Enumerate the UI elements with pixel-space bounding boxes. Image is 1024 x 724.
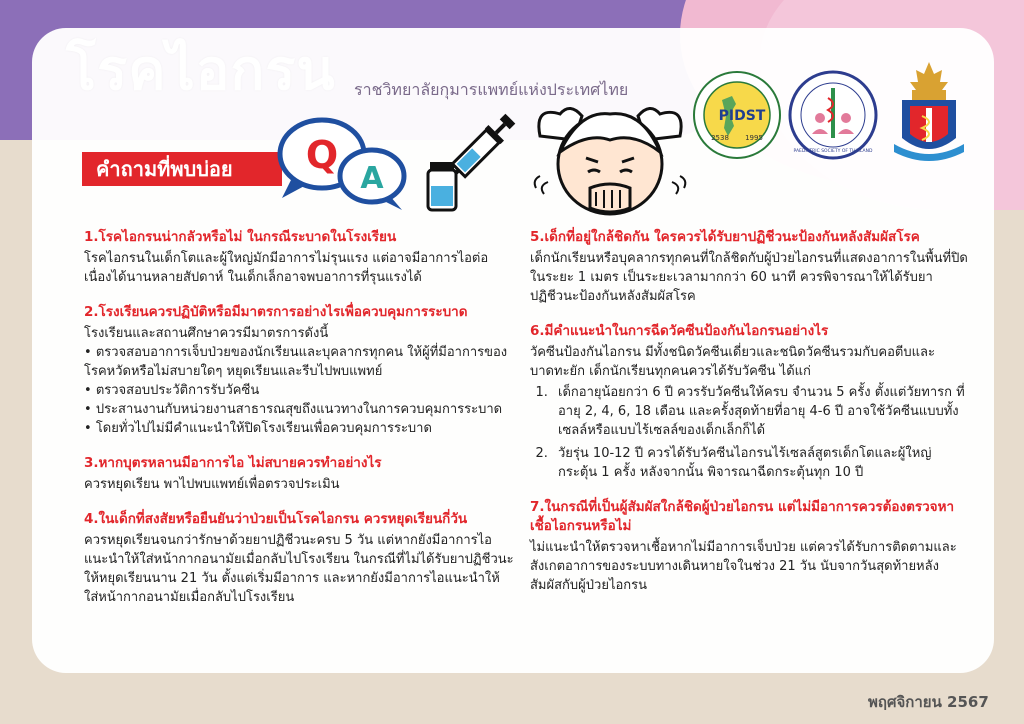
faq-question-6: 6.มีคำแนะนำในการฉีดวัคซีนป้องกันไอกรนอย่างไร xyxy=(530,323,829,339)
faq-answer-4: ควรหยุดเรียนจนกว่ารักษาด้วยยาปฏิชีวนะครบ 5 วัน แต่หากยังมีอาการไอแนะนำให้ใส่หน้ากากอนามัยเมื่อกลับไปโรงเรียน ในกรณีที่ไม่ได้รับยาปฏิชีวนะให้หยุดเรียนนาน 21 วัน ตั้งแต่เริ่มมีอาการ และหากยังมีอาการไอแนะนำให้ใส่หน้ากากอนามัยเมื่อกลับไปโรงเรียน xyxy=(84,533,514,605)
pidst-logo xyxy=(692,70,782,160)
paediatric-society-logo xyxy=(788,70,878,160)
royal-college-emblem xyxy=(884,60,974,170)
faq-section-2 xyxy=(84,303,514,438)
qa-bubbles-icon xyxy=(270,112,415,212)
faq-question-1: 1.โรคไอกรนน่ากลัวหรือไม่ ในกรณีระบาดในโรงเรียน xyxy=(84,229,397,245)
faq-answer-7: ไม่แนะนำให้ตรวจหาเชื้อหากไม่มีอาการเจ็บป่วย แต่ควรได้รับการติดตามและสังเกตอาการของระบบทางเดินหายใจในช่วง 21 วัน นับจากวันสุดท้ายหลังสัมผัสกับผู้ป่วยไอกรน xyxy=(530,540,957,593)
left-column xyxy=(84,228,514,623)
pidst-logo-year-en: 1995 xyxy=(745,134,763,142)
list-item: • ตรวจสอบประวัติการรับวัคซีน xyxy=(84,381,514,400)
syringe-vial-icon xyxy=(420,104,535,214)
page-title: โรคไอกรน xyxy=(66,38,336,103)
faq-question-5: 5.เด็กที่อยู่ใกล้ชิดกัน ใครควรได้รับยาปฏิชีวนะป้องกันหลังสัมผัสโรค xyxy=(530,229,920,245)
list-item: • โดยทั่วไปไม่มีคำแนะนำให้ปิดโรงเรียนเพื่อควบคุมการระบาด xyxy=(84,419,514,438)
coughing-child-icon xyxy=(530,96,690,224)
page-subtitle: ราชวิทยาลัยกุมารแพทย์แห่งประเทศไทย xyxy=(354,80,629,99)
faq-answer-5: เด็กนักเรียนหรือบุคลากรทุกคนที่ใกล้ชิดกับผู้ป่วยไอกรนที่แสดงอาการในพื้นที่ปิด ในระยะ 1 เมตร เป็นระยะเวลามากกว่า 60 นาที ควรพิจารณาให้ได้รับยาปฏิชีวนะป้องกันหลังสัมผัสโรค xyxy=(530,251,968,304)
faq-question-3: 3.หากบุตรหลานมีอาการไอ ไม่สบายควรทำอย่างไร xyxy=(84,455,382,471)
faq-tag: คำถามที่พบบ่อย xyxy=(82,152,282,186)
pidst-logo-year-th: 2538 xyxy=(711,134,729,142)
paediatric-society-logo-text: PAEDIATRIC SOCIETY OF THAILAND xyxy=(793,149,873,154)
faq-answer-2-intro: โรงเรียนและสถานศึกษาควรมีมาตรการดังนี้ xyxy=(84,326,329,341)
faq-question-7: 7.ในกรณีที่เป็นผู้สัมผัสใกล้ชิดผู้ป่วยไอกรน แต่ไม่มีอาการควรต้องตรวจหาเชื้อไอกรนหรือไม่ xyxy=(530,499,955,534)
faq-section-1 xyxy=(84,228,514,287)
logo-group xyxy=(692,60,974,170)
faq-section-3 xyxy=(84,454,514,494)
faq-section-7 xyxy=(530,498,970,595)
faq-question-4: 4.ในเด็กที่สงสัยหรือยืนยันว่าป่วยเป็นโรคไอกรน ควรหยุดเรียนกี่วัน xyxy=(84,511,468,527)
pidst-logo-text: PIDST xyxy=(718,108,766,124)
faq-answer-1: โรคไอกรนในเด็กโตและผู้ใหญ่มักมีอาการไม่รุนแรง แต่อาจมีอาการไอต่อเนื่องได้นานหลายสัปดาห์ ในเด็กเล็กอาจพบอาการที่รุนแรงได้ xyxy=(84,251,489,285)
right-column xyxy=(530,228,970,611)
qa-q-letter: Q xyxy=(305,133,339,177)
list-item: 1. เด็กอายุน้อยกว่า 6 ปี ควรรับวัคซีนให้ครบ จำนวน 5 ครั้ง ตั้งแต่วัยทารก ที่อายุ 2, 4, 6, 18 เดือน และครั้งสุดท้ายที่อายุ 4-6 ปี อาจใช้วัคซีนแบบทั้งเซลล์หรือแบบไร้เซลล์ของเด็กเล็กก็ได้ xyxy=(552,383,970,440)
faq-answer-3: ควรหยุดเรียน พาไปพบแพทย์เพื่อตรวจประเมิน xyxy=(84,477,340,492)
faq-answer-6-list xyxy=(530,383,970,482)
list-item: 2. วัยรุ่น 10-12 ปี ควรได้รับวัคซีนไอกรนไร้เซลล์สูตรเด็กโตและผู้ใหญ่กระตุ้น 1 ครั้ง หลังจากนั้น พิจารณาฉีดกระตุ้นทุก 10 ปี xyxy=(552,444,970,482)
faq-answer-6-intro: วัคซีนป้องกันไอกรน มีทั้งชนิดวัคซีนเดี่ยวและชนิดวัคซีนรวมกับคอตีบและบาดทะยัก เด็กนักเรียนทุกคนควรได้รับวัคซีน ได้แก่ xyxy=(530,345,935,379)
publication-date: พฤศจิกายน 2567 xyxy=(868,693,989,711)
list-item: • ตรวจสอบอาการเจ็บป่วยของนักเรียนและบุคลากรทุกคน ให้ผู้ที่มีอาการของโรคหวัดหรือไม่สบายใดๆ หยุดเรียนและรีบไปพบแพทย์ xyxy=(84,343,514,381)
faq-question-2: 2.โรงเรียนควรปฏิบัติหรือมีมาตรการอย่างไรเพื่อควบคุมการระบาด xyxy=(84,304,468,320)
faq-section-5 xyxy=(530,228,970,306)
faq-section-6 xyxy=(530,322,970,482)
faq-answer-2-list xyxy=(84,343,514,438)
qa-a-letter: A xyxy=(360,161,384,196)
list-item: • ประสานงานกับหน่วยงานสาธารณสุขถึงแนวทางในการควบคุมการระบาด xyxy=(84,400,514,419)
faq-section-4 xyxy=(84,510,514,607)
